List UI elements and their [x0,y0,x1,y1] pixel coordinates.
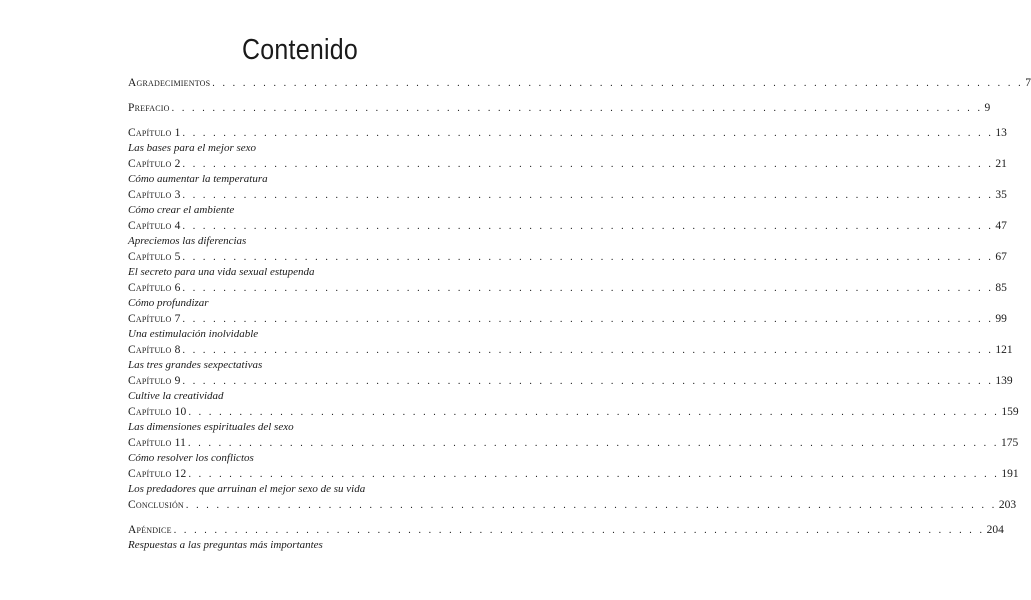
toc-entry-label: Capítulo 9 [128,375,181,387]
toc-entry-row [128,76,1031,91]
toc-entry-label: Capítulo 10 [128,406,187,418]
toc-entry-row [128,343,1013,358]
toc-entry-page-number: 99 [995,313,1007,325]
toc-entry [128,467,1019,498]
dot-leader: . . . . . . . . . . . . . . . . . . . . . . . . . . . . . . . . . . . . . . . . . . . . . . . . . . . . . . . . . . . . . . . . . . . . . . . . . . . . . . . . [182,221,994,232]
toc-entry-label: Conclusión [128,499,184,511]
toc-entry-row [128,374,1013,389]
toc-entry-label: Capítulo 12 [128,468,187,480]
toc-entry-subtitle: Cómo aumentar la temperatura [128,173,268,185]
toc-entry-row [128,405,1019,420]
toc-entry [128,312,1007,343]
toc-entry-label: Capítulo 4 [128,220,181,232]
toc-entry-row [128,281,1007,296]
toc-entry [128,374,1013,405]
toc-entry [128,436,1019,467]
toc-entry-subtitle: Las bases para el mejor sexo [128,142,257,154]
toc-entry-page-number: 204 [986,524,1004,536]
toc-entry-label: Capítulo 5 [128,251,181,263]
toc-entry-row [128,436,1019,451]
toc-entry-page-number: 9 [984,102,991,114]
toc-entry-label: Capítulo 2 [128,158,181,170]
toc-entry-subtitle: Respuestas a las preguntas más importantes [128,539,323,551]
toc-entry [128,188,1007,219]
toc-entry-page-number: 21 [995,158,1007,170]
toc-entry-subtitle: Cómo crear el ambiente [128,204,235,216]
dot-leader: . . . . . . . . . . . . . . . . . . . . . . . . . . . . . . . . . . . . . . . . . . . . . . . . . . . . . . . . . . . . . . . . . . . . . . . . . . . . . . . . [182,159,994,170]
toc-entry-page-number: 121 [995,344,1013,356]
toc-entry [128,281,1007,312]
toc-entry-row [128,312,1007,327]
toc-entry-page-number: 85 [995,282,1007,294]
toc-entry-page-number: 13 [995,127,1007,139]
toc-entry-label: Prefacio [128,102,170,114]
toc-entry-label: Apéndice [128,524,172,536]
toc-entry [128,157,1007,188]
dot-leader: . . . . . . . . . . . . . . . . . . . . . . . . . . . . . . . . . . . . . . . . . . . . . . . . . . . . . . . . . . . . . . . . . . . . . . . . . . . . . . . . [188,407,1000,418]
toc-entry-subtitle: Apreciemos las diferencias [128,235,247,247]
dot-leader: . . . . . . . . . . . . . . . . . . . . . . . . . . . . . . . . . . . . . . . . . . . . . . . . . . . . . . . . . . . . . . . . . . . . . . . . . . . . . . . . [212,78,1024,89]
toc-entry [128,250,1007,281]
toc-entry [128,498,1017,523]
toc-entry-label: Agradecimientos [128,77,211,89]
toc-entry-row [128,250,1007,265]
dot-leader: . . . . . . . . . . . . . . . . . . . . . . . . . . . . . . . . . . . . . . . . . . . . . . . . . . . . . . . . . . . . . . . . . . . . . . . . . . . . . . . . [185,500,997,511]
toc-entry-row [128,219,1007,234]
toc-entry-page-number: 175 [1000,437,1019,449]
toc-entry-page-number: 7 [1025,77,1031,89]
toc-entry [128,343,1013,374]
dot-leader: . . . . . . . . . . . . . . . . . . . . . . . . . . . . . . . . . . . . . . . . . . . . . . . . . . . . . . . . . . . . . . . . . . . . . . . . . . . . . . . . [173,525,985,536]
toc-entry [128,523,1004,554]
dot-leader: . . . . . . . . . . . . . . . . . . . . . . . . . . . . . . . . . . . . . . . . . . . . . . . . . . . . . . . . . . . . . . . . . . . . . . . . . . . . . . . . [182,314,994,325]
toc-entry-page-number: 47 [995,220,1007,232]
toc-entry-label: Capítulo 8 [128,344,181,356]
toc-entry [128,126,1007,157]
toc-entry-page-number: 191 [1001,468,1019,480]
dot-leader: . . . . . . . . . . . . . . . . . . . . . . . . . . . . . . . . . . . . . . . . . . . . . . . . . . . . . . . . . . . . . . . . . . . . . . . . . . . . . . . . [182,252,994,263]
dot-leader: . . . . . . . . . . . . . . . . . . . . . . . . . . . . . . . . . . . . . . . . . . . . . . . . . . . . . . . . . . . . . . . . . . . . . . . . . . . . . . . . [182,376,994,387]
toc-entry [128,219,1007,250]
toc-entry-subtitle: Una estimulación inolvidable [128,328,259,340]
toc-entry-label: Capítulo 3 [128,189,181,201]
dot-leader: . . . . . . . . . . . . . . . . . . . . . . . . . . . . . . . . . . . . . . . . . . . . . . . . . . . . . . . . . . . . . . . . . . . . . . . . . . . . . . . . [171,103,983,114]
toc-entry-label: Capítulo 1 [128,127,181,139]
toc-entry-row [128,523,1004,538]
toc-entry-subtitle: Las dimensiones espirituales del sexo [128,421,294,433]
table-of-contents [128,76,1031,554]
dot-leader: . . . . . . . . . . . . . . . . . . . . . . . . . . . . . . . . . . . . . . . . . . . . . . . . . . . . . . . . . . . . . . . . . . . . . . . . . . . . . . . . [188,438,999,449]
toc-entry-page-number: 139 [995,375,1013,387]
toc-entry-row [128,157,1007,172]
toc-entry-subtitle: Cultive la creatividad [128,390,224,402]
toc-entry [128,101,991,126]
toc-entry-page-number: 203 [998,499,1017,511]
dot-leader: . . . . . . . . . . . . . . . . . . . . . . . . . . . . . . . . . . . . . . . . . . . . . . . . . . . . . . . . . . . . . . . . . . . . . . . . . . . . . . . . [182,128,994,139]
dot-leader: . . . . . . . . . . . . . . . . . . . . . . . . . . . . . . . . . . . . . . . . . . . . . . . . . . . . . . . . . . . . . . . . . . . . . . . . . . . . . . . . [188,469,1000,480]
toc-entry-subtitle: Las tres grandes sexpectativas [128,359,263,371]
toc-entry-subtitle: El secreto para una vida sexual estupenda [128,266,315,278]
toc-entry [128,76,1031,101]
dot-leader: . . . . . . . . . . . . . . . . . . . . . . . . . . . . . . . . . . . . . . . . . . . . . . . . . . . . . . . . . . . . . . . . . . . . . . . . . . . . . . . . [182,190,994,201]
toc-entry-row [128,188,1007,203]
toc-entry-subtitle: Los predadores que arruinan el mejor sexo de su vida [128,483,366,495]
toc-entry-label: Capítulo 7 [128,313,181,325]
page-title: Contenido [241,34,359,66]
toc-entry-subtitle: Cómo profundizar [128,297,209,309]
toc-entry-row [128,467,1019,482]
toc-entry [128,405,1019,436]
toc-entry-label: Capítulo 11 [128,437,187,449]
toc-entry-subtitle: Cómo resolver los conflictos [128,452,254,464]
toc-entry-page-number: 159 [1001,406,1019,418]
toc-entry-row [128,126,1007,141]
dot-leader: . . . . . . . . . . . . . . . . . . . . . . . . . . . . . . . . . . . . . . . . . . . . . . . . . . . . . . . . . . . . . . . . . . . . . . . . . . . . . . . . [182,345,994,356]
toc-entry-row [128,498,1017,513]
toc-entry-page-number: 35 [995,189,1007,201]
toc-entry-row [128,101,991,116]
dot-leader: . . . . . . . . . . . . . . . . . . . . . . . . . . . . . . . . . . . . . . . . . . . . . . . . . . . . . . . . . . . . . . . . . . . . . . . . . . . . . . . . [182,283,994,294]
toc-entry-page-number: 67 [995,251,1007,263]
toc-entry-label: Capítulo 6 [128,282,181,294]
